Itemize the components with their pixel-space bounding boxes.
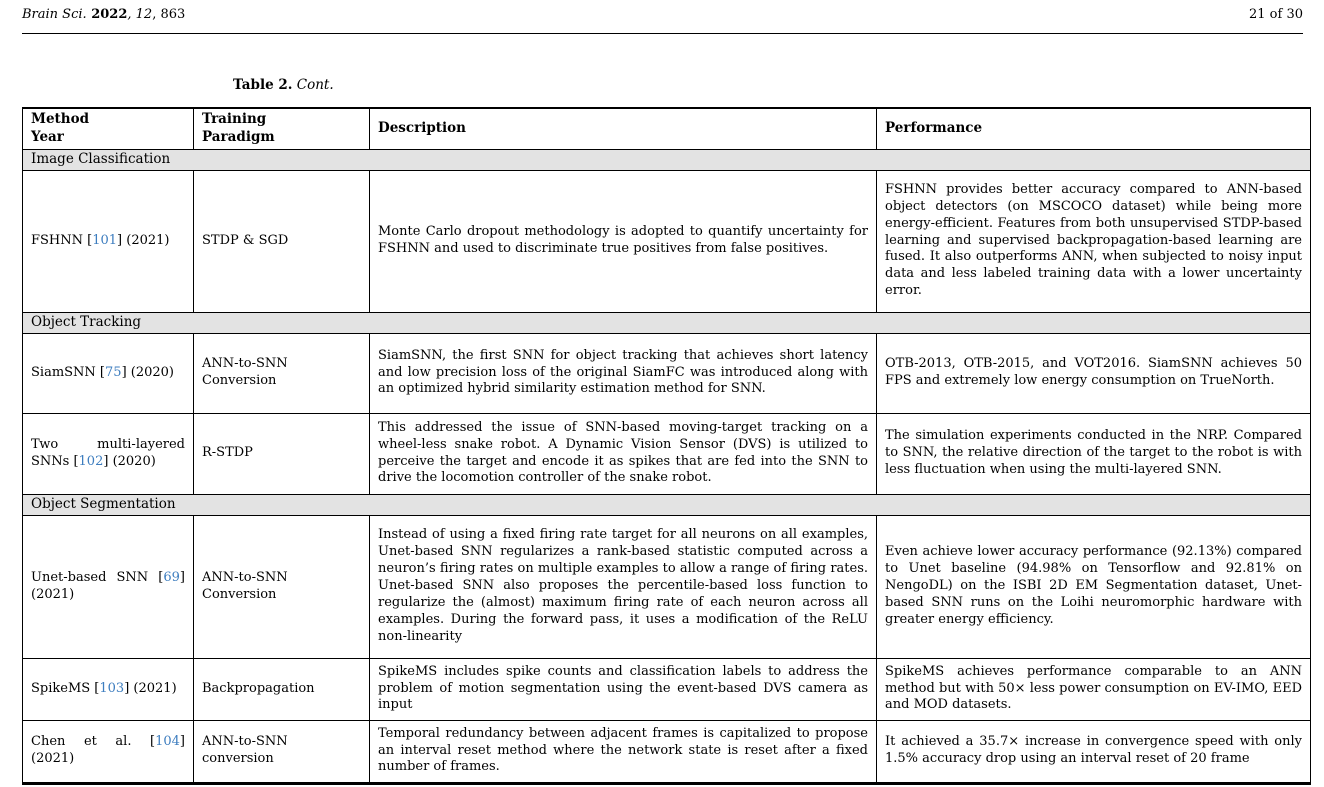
performance-cell: FSHNN provides better accuracy compared to ANN-based object detectors (on MSCOCO dataset) while being more energy-efficient. Features from both unsupervised STDP-based learning and supervised backpropagation-based learning are fused. It also outperforms ANN, when subjected to noisy input data and less labeled training data with a lower uncertainty error. <box>877 170 1311 312</box>
citation-link[interactable]: 75 <box>105 364 122 380</box>
training-cell: ANN-to-SNN Conversion <box>194 515 370 658</box>
performance-cell: The simulation experiments conducted in the NRP. Compared to SNN, the relative direction of the target to the robot is with less fluctuation when using the multi-layered SNN. <box>877 413 1311 494</box>
method-text: ] (2021) <box>124 680 177 696</box>
header-method-line2: Year <box>31 128 64 145</box>
journal-article: , 863 <box>152 7 186 22</box>
method-text: SiamSNN [ <box>31 364 106 380</box>
header-training-paradigm <box>194 108 370 149</box>
performance-cell: SpikeMS achieves performance comparable to an ANN method but with 50× less power consumption on EV-IMO, EED and MOD datasets. <box>877 658 1311 720</box>
method-cell <box>23 515 194 658</box>
header-method-line1: Method <box>31 111 90 128</box>
table-row-unet-based-snn <box>23 515 1311 658</box>
method-text: ] (2020) <box>103 453 156 469</box>
table-row-two-multilayered-snns <box>23 413 1311 494</box>
training-cell: Backpropagation <box>194 658 370 720</box>
header-performance: Performance <box>877 108 1311 149</box>
performance-cell: Even achieve lower accuracy performance (92.13%) compared to Unet baseline (94.98% on Tensorflow and 92.81% on NengoDL) on the ISBI 2D EM Segmentation dataset, Unet-based SNN runs on the Loihi neuromorphic hardware with greater energy efficiency. <box>877 515 1311 658</box>
description-cell: Instead of using a fixed firing rate target for all neurons on all examples, Unet-based SNN regularizes a rank-based statistic computed across a neuron’s firing rates on multiple examples to allow a range of firing rates. Unet-based SNN also proposes the percentile-based loss function to regularize the (almost) maximum firing rate of each neuron across all examples. During the forward pass, it uses a modification of the ReLU non-linearity <box>370 515 877 658</box>
table-caption-cont: Cont. <box>296 77 334 93</box>
method-text: Chen et al. [ <box>31 734 156 750</box>
table-row-chen-et-al <box>23 720 1311 783</box>
citation-link[interactable]: 69 <box>163 569 180 585</box>
page-number: 21 of 30 <box>1249 7 1303 22</box>
journal-year: 2022 <box>86 7 128 22</box>
training-cell: ANN-to-SNN Conversion <box>194 333 370 413</box>
header-description: Description <box>370 108 877 149</box>
section-object-tracking <box>23 312 1311 333</box>
description-cell: This addressed the issue of SNN-based moving-target tracking on a wheel-less snake robot. A Dynamic Vision Sensor (DVS) is utilized to perceive the target and encode it as spikes that are fed into the SNN to drive the locomotion controller of the snake robot. <box>370 413 877 494</box>
table-row-spikems <box>23 658 1311 720</box>
journal-name: Brain Sci. <box>22 7 87 22</box>
citation-link[interactable]: 103 <box>99 680 125 696</box>
header-training-line1: Training <box>202 111 267 128</box>
method-text: ] (2021) <box>117 232 170 248</box>
method-text: Unet-based SNN [ <box>31 569 164 585</box>
description-cell: Monte Carlo dropout methodology is adopted to quantify uncertainty for FSHNN and used to discriminate true positives from false positives. <box>370 170 877 312</box>
method-cell <box>23 720 194 783</box>
performance-cell: OTB-2013, OTB-2015, and VOT2016. SiamSNN achieves 50 FPS and extremely low energy consumption on TrueNorth. <box>877 333 1311 413</box>
citation-link[interactable]: 101 <box>92 232 118 248</box>
method-text: SpikeMS [ <box>31 680 100 696</box>
description-cell: SiamSNN, the first SNN for object tracking that achieves short latency and low precision loss of the original SiamFC was introduced along with an optimized hybrid similarity estimation method for SNN. <box>370 333 877 413</box>
method-cell <box>23 170 194 312</box>
method-cell <box>23 413 194 494</box>
page-header <box>22 7 1303 23</box>
table-caption-label: Table 2. <box>233 77 293 93</box>
section-image-classification <box>23 149 1311 170</box>
description-cell: Temporal redundancy between adjacent frames is capitalized to propose an interval reset method where the network state is reset after a fixed number of frames. <box>370 720 877 783</box>
performance-cell: It achieved a 35.7× increase in convergence speed with only 1.5% accuracy drop using an interval reset of 20 frame <box>877 720 1311 783</box>
methods-table <box>22 107 1311 785</box>
section-label: Object Segmentation <box>23 494 1311 515</box>
method-text: Two multi-layered SNNs [ <box>31 436 185 469</box>
journal-reference <box>22 7 185 23</box>
method-cell <box>23 658 194 720</box>
table-caption <box>233 77 334 93</box>
table-row-fshnn <box>23 170 1311 312</box>
training-cell: ANN-to-SNN conversion <box>194 720 370 783</box>
table-header-row <box>23 108 1311 149</box>
description-cell: SpikeMS includes spike counts and classification labels to address the problem of motion segmentation using the event-based DVS camera as input <box>370 658 877 720</box>
method-text: ] (2021) <box>31 734 185 766</box>
method-text: FSHNN [ <box>31 232 93 248</box>
section-object-segmentation <box>23 494 1311 515</box>
journal-volume: , 12 <box>127 7 153 22</box>
header-rule <box>22 33 1303 34</box>
training-cell: STDP & SGD <box>194 170 370 312</box>
section-label: Image Classification <box>23 149 1311 170</box>
table-row-siamsnn <box>23 333 1311 413</box>
method-text: ] (2021) <box>31 569 185 602</box>
training-cell: R-STDP <box>194 413 370 494</box>
method-cell <box>23 333 194 413</box>
section-label: Object Tracking <box>23 312 1311 333</box>
header-training-line2: Paradigm <box>202 128 275 145</box>
header-method-year <box>23 108 194 149</box>
citation-link[interactable]: 102 <box>78 453 104 469</box>
citation-link[interactable]: 104 <box>155 734 180 750</box>
method-text: ] (2020) <box>121 364 174 380</box>
